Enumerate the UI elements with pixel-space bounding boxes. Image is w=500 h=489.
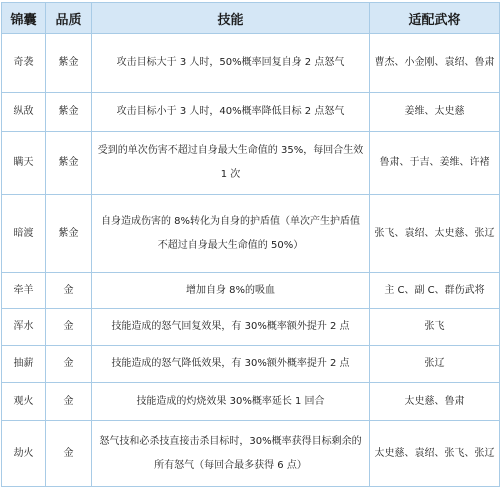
cell-generals: 张飞 bbox=[370, 309, 500, 346]
cell-name: 纵敌 bbox=[2, 93, 46, 132]
cell-generals: 张飞、袁绍、太史慈、张辽 bbox=[370, 194, 500, 273]
cell-skill: 技能造成的灼烧效果 30%概率延长 1 回合 bbox=[92, 383, 370, 421]
cell-grade: 紫金 bbox=[46, 132, 92, 195]
table-row bbox=[2, 93, 500, 132]
table-header-row bbox=[2, 3, 500, 34]
cell-name: 观火 bbox=[2, 383, 46, 421]
cell-skill: 技能造成的怒气降低效果，有 30%额外概率提升 2 点 bbox=[92, 345, 370, 383]
cell-name: 暗渡 bbox=[2, 194, 46, 273]
cell-skill: 增加自身 8%的吸血 bbox=[92, 273, 370, 309]
cell-generals: 鲁肃、于吉、姜维、许褚 bbox=[370, 132, 500, 195]
cell-grade: 金 bbox=[46, 383, 92, 421]
cell-name: 抽薪 bbox=[2, 345, 46, 383]
cell-name: 浑水 bbox=[2, 309, 46, 346]
table-row bbox=[2, 345, 500, 383]
table-row bbox=[2, 273, 500, 309]
cell-skill: 攻击目标小于 3 人时，40%概率降低目标 2 点怒气 bbox=[92, 93, 370, 132]
table-row bbox=[2, 194, 500, 273]
cell-skill: 受到的单次伤害不超过自身最大生命值的 35%，每回合生效 1 次 bbox=[92, 132, 370, 195]
table-row bbox=[2, 132, 500, 195]
cell-generals: 曹杰、小金刚、袁绍、鲁肃 bbox=[370, 34, 500, 93]
cell-generals: 主 C、副 C、群伤武将 bbox=[370, 273, 500, 309]
cell-generals: 太史慈、袁绍、张飞、张辽 bbox=[370, 421, 500, 487]
cell-grade: 金 bbox=[46, 345, 92, 383]
table-row bbox=[2, 383, 500, 421]
table-row bbox=[2, 421, 500, 487]
cell-name: 牵羊 bbox=[2, 273, 46, 309]
cell-name: 奇袭 bbox=[2, 34, 46, 93]
strategy-table bbox=[1, 2, 500, 487]
cell-skill: 自身造成伤害的 8%转化为自身的护盾值（单次产生护盾值不超过自身最大生命值的 50%） bbox=[92, 194, 370, 273]
cell-generals: 姜维、太史慈 bbox=[370, 93, 500, 132]
cell-grade: 金 bbox=[46, 309, 92, 346]
header-skill: 技能 bbox=[92, 3, 370, 34]
table-row bbox=[2, 34, 500, 93]
cell-grade: 紫金 bbox=[46, 34, 92, 93]
cell-grade: 紫金 bbox=[46, 93, 92, 132]
cell-skill: 怒气技和必杀技直接击杀目标时，30%概率获得目标剩余的所有怒气（每回合最多获得 6 点） bbox=[92, 421, 370, 487]
cell-skill: 技能造成的怒气回复效果，有 30%概率额外提升 2 点 bbox=[92, 309, 370, 346]
cell-name: 瞒天 bbox=[2, 132, 46, 195]
cell-generals: 张辽 bbox=[370, 345, 500, 383]
header-generals: 适配武将 bbox=[370, 3, 500, 34]
cell-generals: 太史慈、鲁肃 bbox=[370, 383, 500, 421]
cell-grade: 金 bbox=[46, 273, 92, 309]
table-row bbox=[2, 309, 500, 346]
cell-name: 劫火 bbox=[2, 421, 46, 487]
cell-grade: 金 bbox=[46, 421, 92, 487]
cell-skill: 攻击目标大于 3 人时，50%概率回复自身 2 点怒气 bbox=[92, 34, 370, 93]
header-name: 锦囊 bbox=[2, 3, 46, 34]
header-grade: 品质 bbox=[46, 3, 92, 34]
cell-grade: 紫金 bbox=[46, 194, 92, 273]
